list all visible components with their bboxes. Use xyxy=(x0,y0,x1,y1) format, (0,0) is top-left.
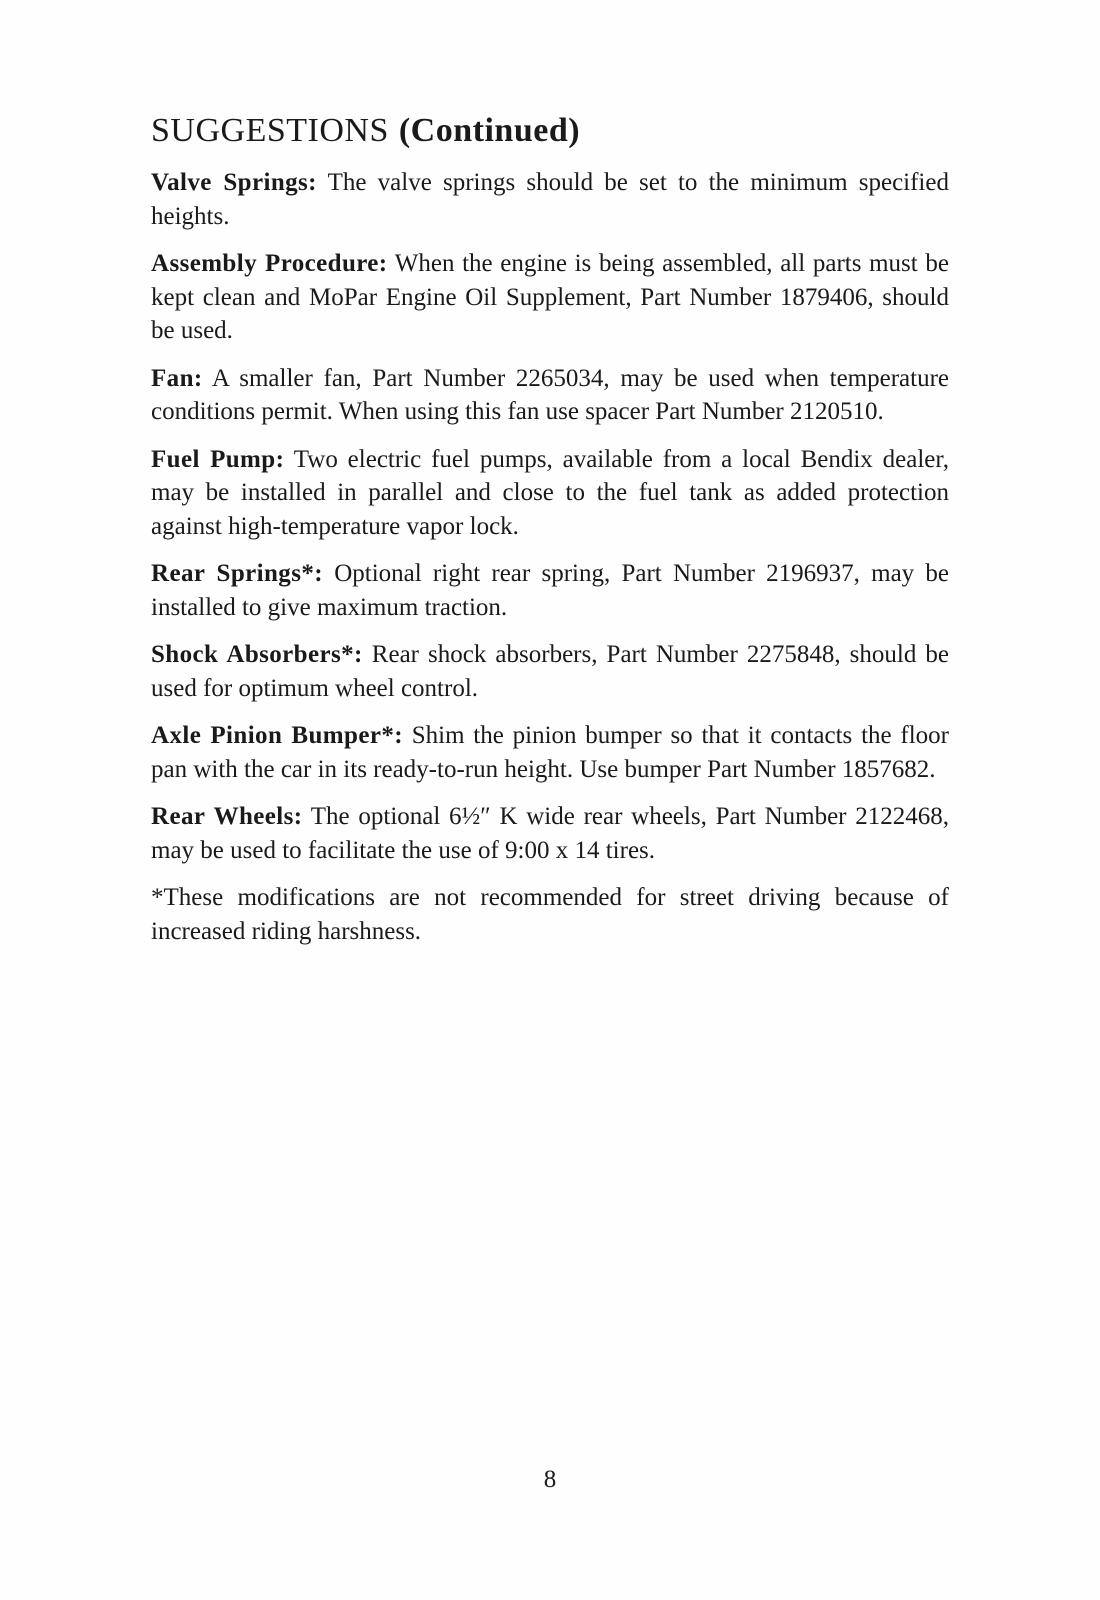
entry-shock-absorbers xyxy=(151,638,949,705)
entry-term: Axle Pinion Bumper*: xyxy=(151,722,403,749)
entry-fan xyxy=(151,362,949,429)
entry-rear-springs xyxy=(151,557,949,624)
entry-text: Shim the pinion bumper so that it contacts the floor pan with the car in its ready-to-run height. Use bumper Part Number 1857682. xyxy=(151,722,949,783)
page-title-suffix: (Continued) xyxy=(398,112,581,149)
entry-term: Rear Wheels: xyxy=(151,803,303,830)
entry-assembly-procedure xyxy=(151,247,949,348)
entry-term: Fuel Pump: xyxy=(151,445,285,473)
entry-text: Two electric fuel pumps, available from a local Bendix dealer, may be installed in parallel and close to the fuel tank as added protection against high-temperature vapor lock. xyxy=(151,445,949,540)
entry-term: Assembly Procedure: xyxy=(151,250,388,277)
footnote: *These modifications are not recommended for street driving because of increased riding harshness. xyxy=(151,884,949,945)
entry-text: A smaller fan, Part Number 2265034, may be used when temperature conditions permit. When using this fan use spacer Part Number 2120510. xyxy=(151,364,949,425)
page-number: 8 xyxy=(543,1466,557,1493)
entry-text: The optional 6½″ K wide rear wheels, Part Number 2122468, may be used to facilitate the use of 9:00 x 14 tires. xyxy=(151,803,949,864)
entry-text: Rear shock absorbers, Part Number 2275848, should be used for optimum wheel control. xyxy=(151,641,949,702)
entry-text: The valve springs should be set to the minimum specified heights. xyxy=(151,169,949,230)
entry-axle-pinion-bumper xyxy=(151,719,949,786)
entry-term: Fan: xyxy=(151,364,203,392)
entry-fuel-pump xyxy=(151,443,949,544)
page-title xyxy=(151,108,580,154)
entry-valve-springs xyxy=(151,166,949,233)
entry-text: When the engine is being assembled, all parts must be kept clean and MoPar Engine Oil Supplement, Part Number 1879406, should be used. xyxy=(151,250,949,344)
entry-term: Rear Springs*: xyxy=(151,560,323,587)
page-title-main: SUGGESTIONS xyxy=(151,112,389,149)
entry-term: Valve Springs: xyxy=(151,169,317,196)
entry-term: Shock Absorbers*: xyxy=(151,641,363,668)
entry-text: Optional right rear spring, Part Number 2196937, may be installed to give maximum traction. xyxy=(151,560,950,621)
entry-rear-wheels xyxy=(151,800,949,867)
suggestions-list xyxy=(151,166,949,948)
